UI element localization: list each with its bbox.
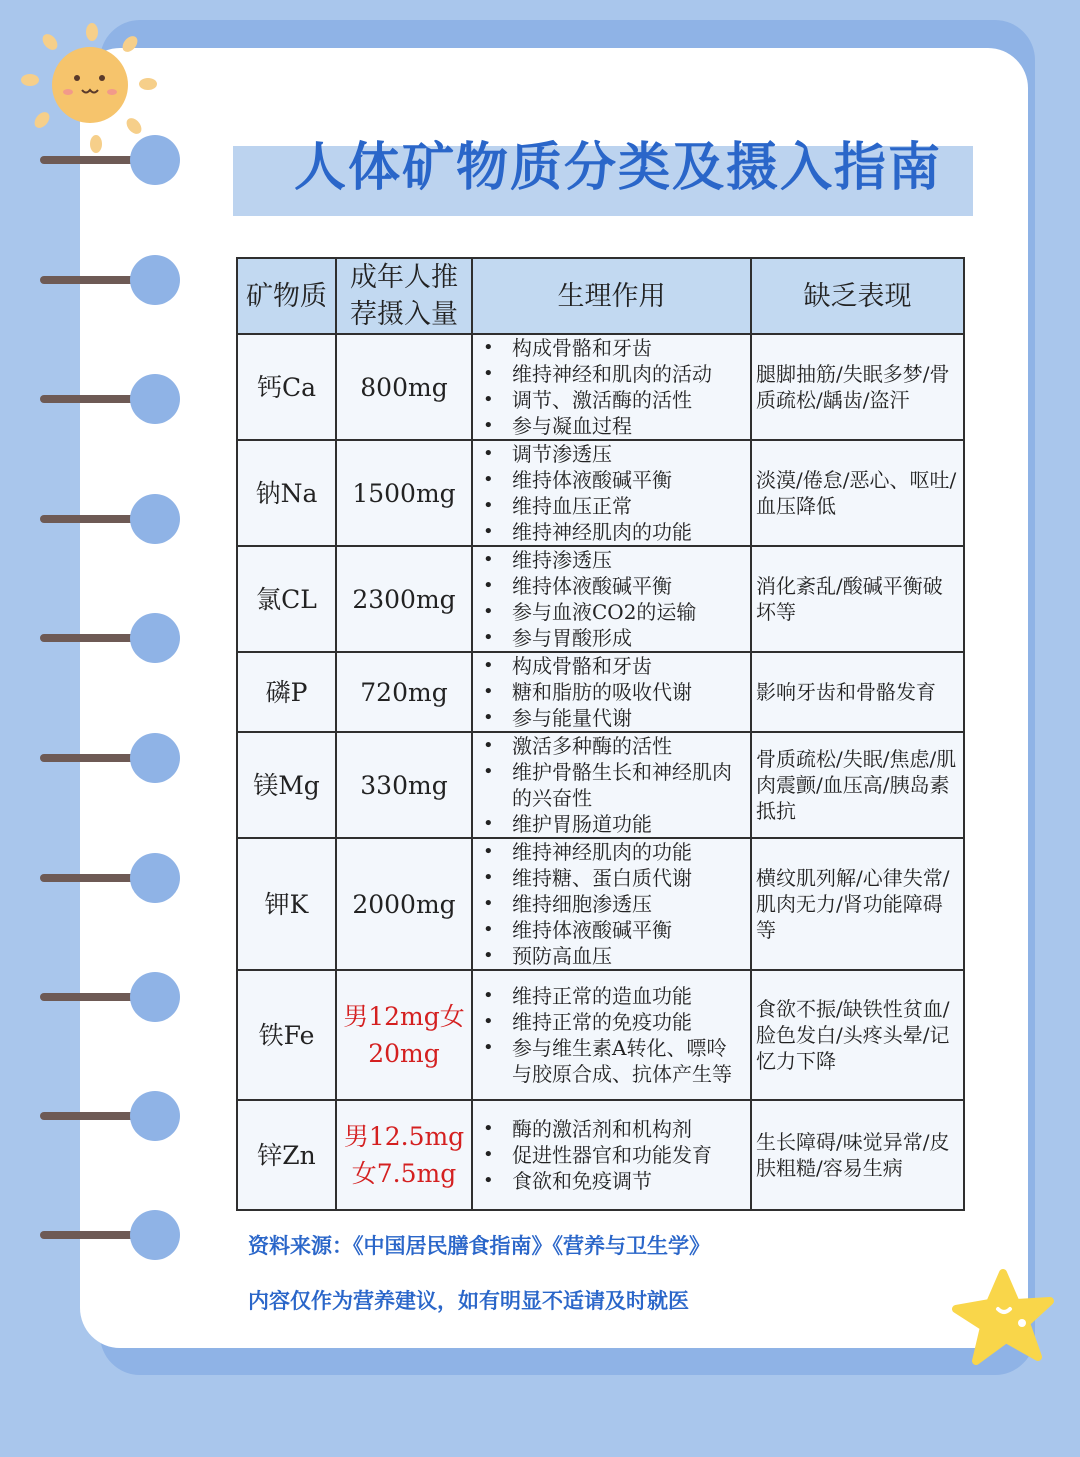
function-item: • 激活多种酶的活性 (477, 733, 746, 759)
binder-ring (40, 255, 180, 305)
mineral-table (236, 257, 965, 1211)
function-cell (472, 732, 751, 838)
function-cell (472, 970, 751, 1100)
function-item: • 维持神经和肌肉的活动 (477, 361, 746, 387)
function-item: • 维护胃肠道功能 (477, 811, 746, 837)
table-row (237, 546, 964, 652)
binder-ring (40, 494, 180, 544)
intake-value: 720mg (336, 652, 472, 732)
function-item: • 促进性器官和功能发育 (477, 1142, 746, 1168)
source-citation: 资料来源：《中国居民膳食指南》《营养与卫生学》 (248, 1234, 710, 1258)
table-row (237, 732, 964, 838)
deficiency-text: 食欲不振/缺铁性贫血/脸色发白/头疼头晕/记忆力下降 (751, 970, 964, 1100)
header-mineral: 矿物质 (237, 258, 336, 334)
function-item: • 维持血压正常 (477, 493, 746, 519)
binder-ring (40, 1210, 180, 1260)
function-item: • 维持体液酸碱平衡 (477, 467, 746, 493)
table-row (237, 652, 964, 732)
star-icon (948, 1265, 1068, 1375)
mineral-name: 磷P (237, 652, 336, 732)
function-item: • 维持渗透压 (477, 547, 746, 573)
header-intake: 成年人推荐摄入量 (336, 258, 472, 334)
function-item: • 维持神经肌肉的功能 (477, 839, 746, 865)
header-function: 生理作用 (472, 258, 751, 334)
binder-ring (40, 1091, 180, 1141)
table-header-row (237, 258, 964, 334)
function-cell (472, 838, 751, 970)
intake-value: 男12mg女20mg (336, 970, 472, 1100)
page-title: 人体矿物质分类及摄入指南 (293, 138, 942, 198)
intake-value: 800mg (336, 334, 472, 440)
function-cell (472, 652, 751, 732)
deficiency-text: 骨质疏松/失眠/焦虑/肌肉震颤/血压高/胰岛素抵抗 (751, 732, 964, 838)
function-item: • 食欲和免疫调节 (477, 1168, 746, 1194)
mineral-name: 铁Fe (237, 970, 336, 1100)
mineral-name: 钾K (237, 838, 336, 970)
mineral-name: 氯CL (237, 546, 336, 652)
table-row (237, 970, 964, 1100)
deficiency-text: 生长障碍/味觉异常/皮肤粗糙/容易生病 (751, 1100, 964, 1210)
function-item: • 糖和脂肪的吸收代谢 (477, 679, 746, 705)
table-row (237, 440, 964, 546)
header-deficiency: 缺乏表现 (751, 258, 964, 334)
binder-ring (40, 733, 180, 783)
function-cell (472, 334, 751, 440)
intake-value: 2300mg (336, 546, 472, 652)
function-item: • 维持糖、蛋白质代谢 (477, 865, 746, 891)
mineral-name: 钠Na (237, 440, 336, 546)
table-row (237, 1100, 964, 1210)
function-item: • 参与胃酸形成 (477, 625, 746, 651)
function-item: • 构成骨骼和牙齿 (477, 653, 746, 679)
table-row (237, 838, 964, 970)
function-item: • 维持体液酸碱平衡 (477, 573, 746, 599)
function-item: • 维持正常的免疫功能 (477, 1009, 746, 1035)
intake-value: 男12.5mg女7.5mg (336, 1100, 472, 1210)
function-item: • 维持细胞渗透压 (477, 891, 746, 917)
deficiency-text: 横纹肌列解/心律失常/肌肉无力/肾功能障碍等 (751, 838, 964, 970)
binder-ring (40, 374, 180, 424)
intake-value: 2000mg (336, 838, 472, 970)
binder-ring (40, 853, 180, 903)
deficiency-text: 消化紊乱/酸碱平衡破坏等 (751, 546, 964, 652)
function-cell (472, 440, 751, 546)
function-item: • 维持正常的造血功能 (477, 983, 746, 1009)
function-item: • 维护骨骼生长和神经肌肉的兴奋性 (477, 759, 746, 811)
deficiency-text: 淡漠/倦怠/恶心、呕吐/血压降低 (751, 440, 964, 546)
function-item: • 维持体液酸碱平衡 (477, 917, 746, 943)
function-item: • 酶的激活剂和机构剂 (477, 1116, 746, 1142)
function-item: • 参与凝血过程 (477, 413, 746, 439)
deficiency-text: 腿脚抽筋/失眠多梦/骨质疏松/龋齿/盗汗 (751, 334, 964, 440)
deficiency-text: 影响牙齿和骨骼发育 (751, 652, 964, 732)
intake-value: 1500mg (336, 440, 472, 546)
mineral-name: 镁Mg (237, 732, 336, 838)
intake-value: 330mg (336, 732, 472, 838)
function-cell (472, 546, 751, 652)
binder-ring (40, 613, 180, 663)
binder-ring (40, 135, 180, 185)
mineral-name: 钙Ca (237, 334, 336, 440)
function-cell (472, 1100, 751, 1210)
function-item: • 调节渗透压 (477, 441, 746, 467)
function-item: • 参与血液CO2的运输 (477, 599, 746, 625)
binder-ring (40, 972, 180, 1022)
table-row (237, 334, 964, 440)
function-item: • 调节、激活酶的活性 (477, 387, 746, 413)
function-item: • 参与维生素A转化、嘌呤与胶原合成、抗体产生等 (477, 1035, 746, 1087)
function-item: • 构成骨骼和牙齿 (477, 335, 746, 361)
function-item: • 参与能量代谢 (477, 705, 746, 731)
disclaimer-note: 内容仅作为营养建议，如有明显不适请及时就医 (248, 1289, 689, 1313)
function-item: • 预防高血压 (477, 943, 746, 969)
mineral-name: 锌Zn (237, 1100, 336, 1210)
function-item: • 维持神经肌肉的功能 (477, 519, 746, 545)
